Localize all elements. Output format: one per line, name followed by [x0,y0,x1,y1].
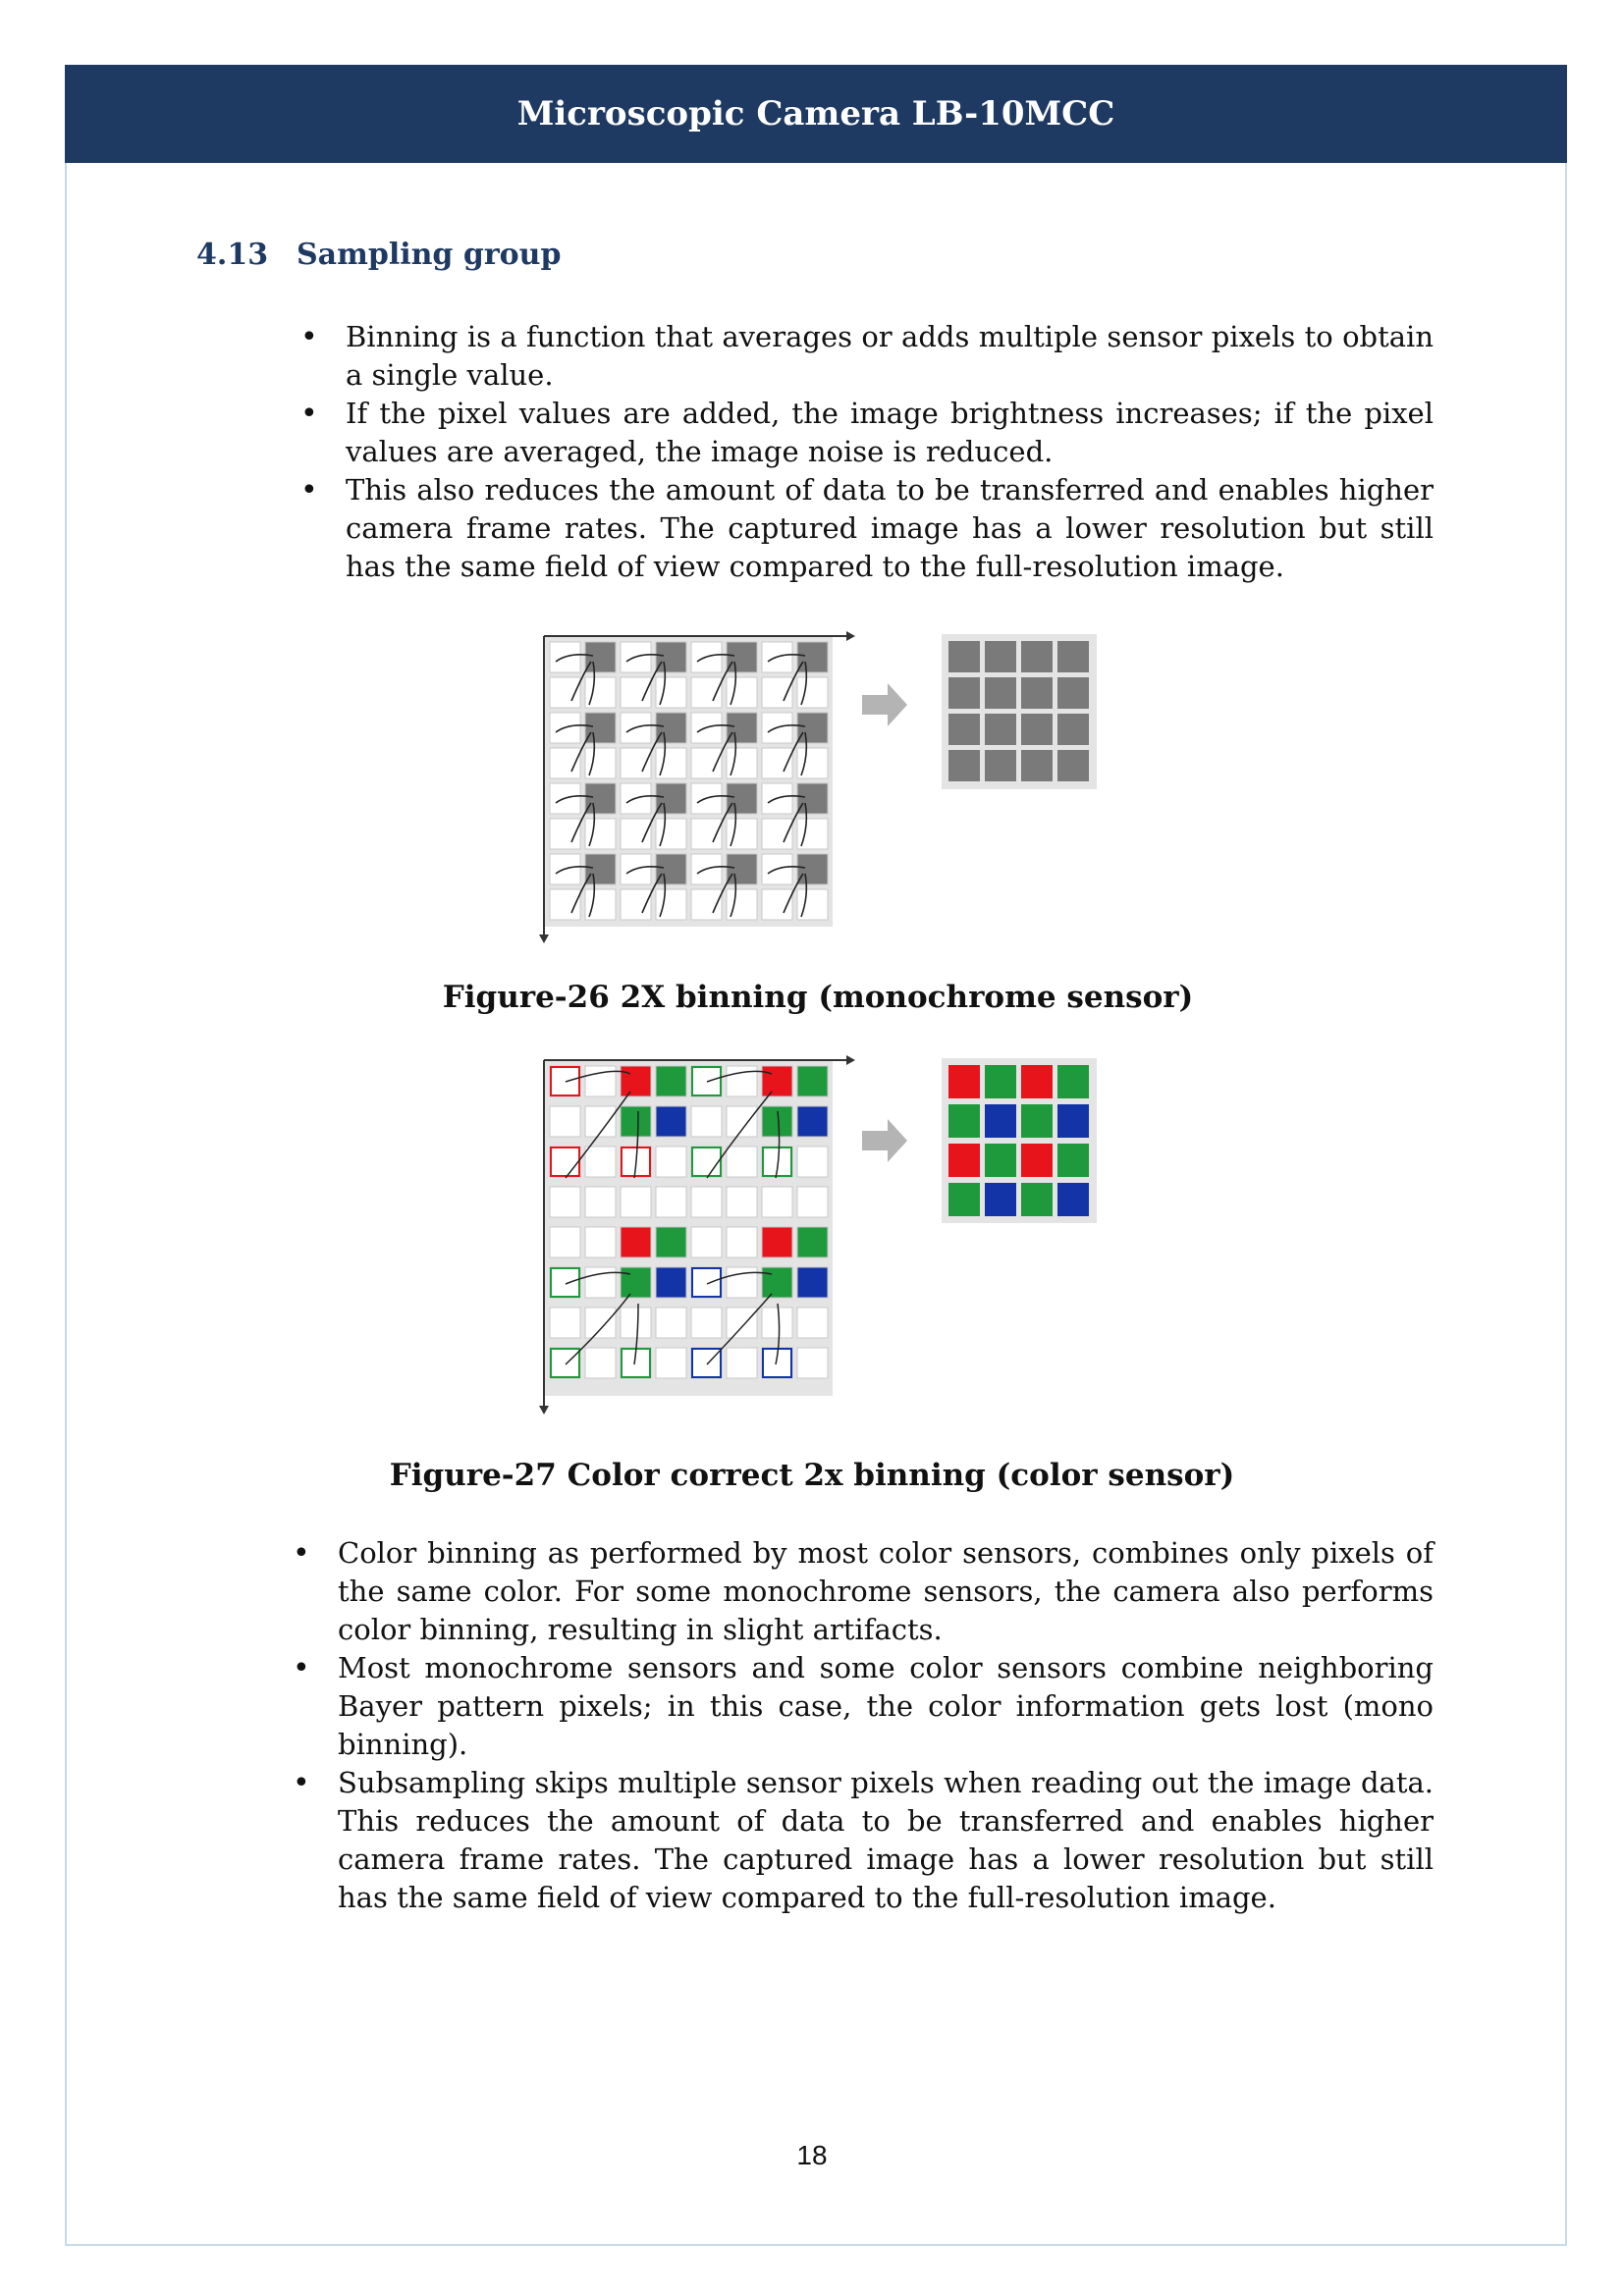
sensor-pixel [691,1308,722,1338]
y-axis-arrowhead [539,1406,549,1415]
x-axis-arrowhead [846,631,855,641]
sensor-pixel [691,1147,722,1177]
sensor-pixel [797,1348,828,1378]
binned-pixel [585,783,616,814]
x-axis-arrowhead [846,1055,855,1065]
output-pixel [1021,1104,1053,1138]
binned-pixel [797,713,828,743]
bullet-list-top [300,318,1434,586]
sensor-pixel [621,1308,651,1338]
right-arrow-icon [862,1119,907,1162]
output-pixel [948,1065,980,1098]
binned-pixel [727,854,757,884]
binned-pixel [727,642,757,672]
binned-pixel [656,1066,686,1096]
output-pixel [948,677,980,709]
sensor-pixel [797,1308,828,1338]
binned-pixel [585,854,616,884]
sensor-pixel [550,1106,580,1137]
binned-pixel [762,1267,792,1298]
figure-26-mono-binning [536,628,1106,952]
sensor-pixel [691,1106,722,1137]
output-pixel [1021,641,1053,672]
sensor-pixel [585,1187,616,1217]
sensor-pixel [550,1066,580,1096]
figure-27-color-binning [536,1052,1106,1425]
output-pixel [985,1144,1016,1177]
output-pixel [985,1104,1016,1138]
sensor-pixel [550,1267,580,1298]
sensor-pixel [797,1187,828,1217]
output-pixel [985,677,1016,709]
output-pixel [1057,750,1089,781]
binned-pixel [656,642,686,672]
output-pixel [985,1065,1016,1098]
binned-pixel [585,642,616,672]
binned-pixel [797,1227,828,1257]
output-pixel [1021,714,1053,745]
sensor-pixel [727,1106,757,1137]
output-pixel [948,1144,980,1177]
output-pixel [948,714,980,745]
section-number: 4.13 [196,238,269,272]
sensor-pixel [727,1308,757,1338]
y-axis-arrowhead [539,934,549,943]
sensor-pixel [727,1348,757,1378]
binned-pixel [797,1066,828,1096]
sensor-pixel [585,1066,616,1096]
sensor-pixel [621,1187,651,1217]
binned-pixel [797,783,828,814]
output-pixel [1021,677,1053,709]
sensor-pixel [550,1227,580,1257]
section-heading [196,238,561,272]
sensor-pixel [762,1308,792,1338]
binned-pixel [656,783,686,814]
sensor-pixel [691,1227,722,1257]
section-title: Sampling group [297,238,562,272]
sensor-pixel [550,1308,580,1338]
output-pixel [1057,1144,1089,1177]
bullet-list-bottom [293,1534,1434,1917]
sensor-pixel [550,1348,580,1378]
output-pixel [985,714,1016,745]
output-pixel [948,641,980,672]
binned-pixel [621,1267,651,1298]
list-item: • Most monochrome sensors and some color sensors combine neighboring Bayer pattern pixels; in this case, the color information gets lost (mono binning). [293,1649,1434,1764]
binned-pixel [656,1267,686,1298]
output-pixel [948,1183,980,1216]
binned-pixel [797,1267,828,1298]
list-item: • If the pixel values are added, the image brightness increases; if the pixel values are averaged, the image noise is reduced. [300,395,1434,471]
sensor-pixel [585,1308,616,1338]
sensor-pixel [727,1147,757,1177]
sensor-pixel [727,1267,757,1298]
sensor-pixel [691,1348,722,1378]
output-pixel [1057,1065,1089,1098]
output-pixel [985,750,1016,781]
sensor-pixel [691,1066,722,1096]
binned-pixel [656,1106,686,1137]
output-pixel [1021,1065,1053,1098]
output-pixel [1057,641,1089,672]
binned-pixel [621,1106,651,1137]
output-pixel [1021,1183,1053,1216]
sensor-pixel [727,1227,757,1257]
output-pixel [1057,1183,1089,1216]
binned-pixel [762,1227,792,1257]
binned-pixel [762,1066,792,1096]
page-number: 18 [796,2140,828,2170]
sensor-pixel [691,1187,722,1217]
sensor-pixel [691,1267,722,1298]
binned-pixel [727,713,757,743]
output-pixel [985,641,1016,672]
binned-pixel [621,1227,651,1257]
binned-pixel [797,642,828,672]
sensor-pixel [797,1147,828,1177]
sensor-pixel [585,1348,616,1378]
sensor-pixel [550,1187,580,1217]
binned-pixel [585,713,616,743]
list-item: • Color binning as performed by most color sensors, combines only pixels of the same color. For some monochrome sensors, the camera also performs color binning, resulting in slight artifacts. [293,1534,1434,1649]
list-item: • Binning is a function that averages or adds multiple sensor pixels to obtain a single value. [300,318,1434,395]
sensor-pixel [585,1267,616,1298]
output-pixel [985,1183,1016,1216]
sensor-pixel [550,1147,580,1177]
binned-pixel [621,1066,651,1096]
output-pixel [1057,677,1089,709]
figure-26-caption: Figure-26 2X binning (monochrome sensor) [442,980,1194,1015]
list-item: • This also reduces the amount of data to be transferred and enables higher camera frame rates. The captured image has a lower resolution but still has the same field of view compared to the full-resolution image. [300,471,1434,586]
sensor-pixel [656,1308,686,1338]
sensor-pixel [585,1227,616,1257]
output-pixel [1057,1104,1089,1138]
binned-pixel [727,783,757,814]
sensor-pixel [727,1066,757,1096]
binned-pixel [762,1106,792,1137]
output-pixel [948,750,980,781]
binned-pixel [797,1106,828,1137]
right-arrow-icon [862,683,907,726]
header-title: Microscopic Camera LB-10MCC [516,94,1115,133]
sensor-pixel [656,1348,686,1378]
sensor-pixel [585,1147,616,1177]
sensor-pixel [727,1187,757,1217]
binned-pixel [797,854,828,884]
binned-pixel [656,1227,686,1257]
output-pixel [1021,1144,1053,1177]
figure-27-caption: Figure-27 Color correct 2x binning (color sensor) [389,1458,1235,1493]
output-pixel [948,1104,980,1138]
sensor-pixel [762,1187,792,1217]
output-pixel [1057,714,1089,745]
output-pixel [1021,750,1053,781]
list-item: • Subsampling skips multiple sensor pixels when reading out the image data. This reduces the amount of data to be transferred and enables higher camera frame rates. The captured image has a lower resolution but still has the same field of view compared to the full-resolution image. [293,1764,1434,1917]
sensor-pixel [656,1147,686,1177]
sensor-pixel [656,1187,686,1217]
page-header [65,65,1567,163]
binned-pixel [656,713,686,743]
binned-pixel [656,854,686,884]
